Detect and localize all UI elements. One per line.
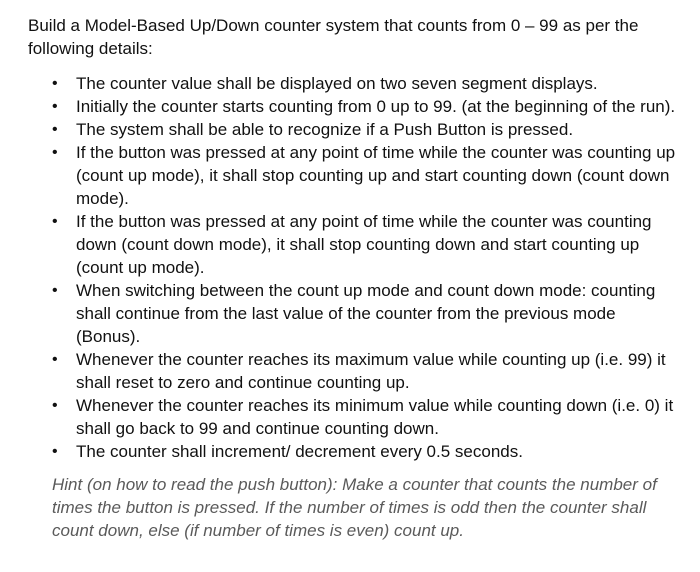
bullet-icon: • (52, 213, 58, 230)
requirement-text: The system shall be able to recognize if a Push Button is pressed. (76, 120, 574, 139)
requirement-text: When switching between the count up mode and count down mode: counting shall continue from the last value of the counter from the previous mode (Bonus). (76, 281, 656, 346)
list-item (52, 279, 680, 348)
bullet-icon: • (52, 443, 58, 460)
list-item (52, 348, 680, 394)
bullet-icon: • (52, 144, 58, 161)
requirement-text: Whenever the counter reaches its minimum value while counting down (i.e. 0) it shall go back to 99 and continue counting down. (76, 396, 674, 438)
bullet-icon: • (52, 121, 58, 138)
requirements-list (28, 72, 680, 463)
bullet-icon: • (52, 75, 58, 92)
list-item (52, 440, 680, 463)
list-item (52, 394, 680, 440)
requirement-text: Initially the counter starts counting from 0 up to 99. (at the beginning of the run). (76, 97, 676, 116)
hint-paragraph: Hint (on how to read the push button): Make a counter that counts the number of times the button is pressed. If the number of times is odd then the counter shall count down, else (if number of times is even) count up. (52, 475, 657, 540)
requirement-text: Whenever the counter reaches its maximum value while counting up (i.e. 99) it shall reset to zero and continue counting up. (76, 350, 666, 392)
list-item (52, 95, 680, 118)
bullet-icon: • (52, 98, 58, 115)
list-item (52, 210, 680, 279)
bullet-icon: • (52, 397, 58, 414)
requirement-text: The counter value shall be displayed on two seven segment displays. (76, 74, 598, 93)
requirement-text: If the button was pressed at any point of time while the counter was counting down (count down mode), it shall stop counting down and start counting up (count up mode). (76, 212, 652, 277)
intro-paragraph: Build a Model-Based Up/Down counter system that counts from 0 – 99 as per the following details: (28, 16, 639, 58)
list-item (52, 141, 680, 210)
bullet-icon: • (52, 351, 58, 368)
bullet-icon: • (52, 282, 58, 299)
list-item (52, 72, 680, 95)
list-item (52, 118, 680, 141)
requirement-text: The counter shall increment/ decrement every 0.5 seconds. (76, 442, 523, 461)
requirement-text: If the button was pressed at any point of time while the counter was counting up (count up mode), it shall stop counting up and start counting down (count down mode). (76, 143, 676, 208)
